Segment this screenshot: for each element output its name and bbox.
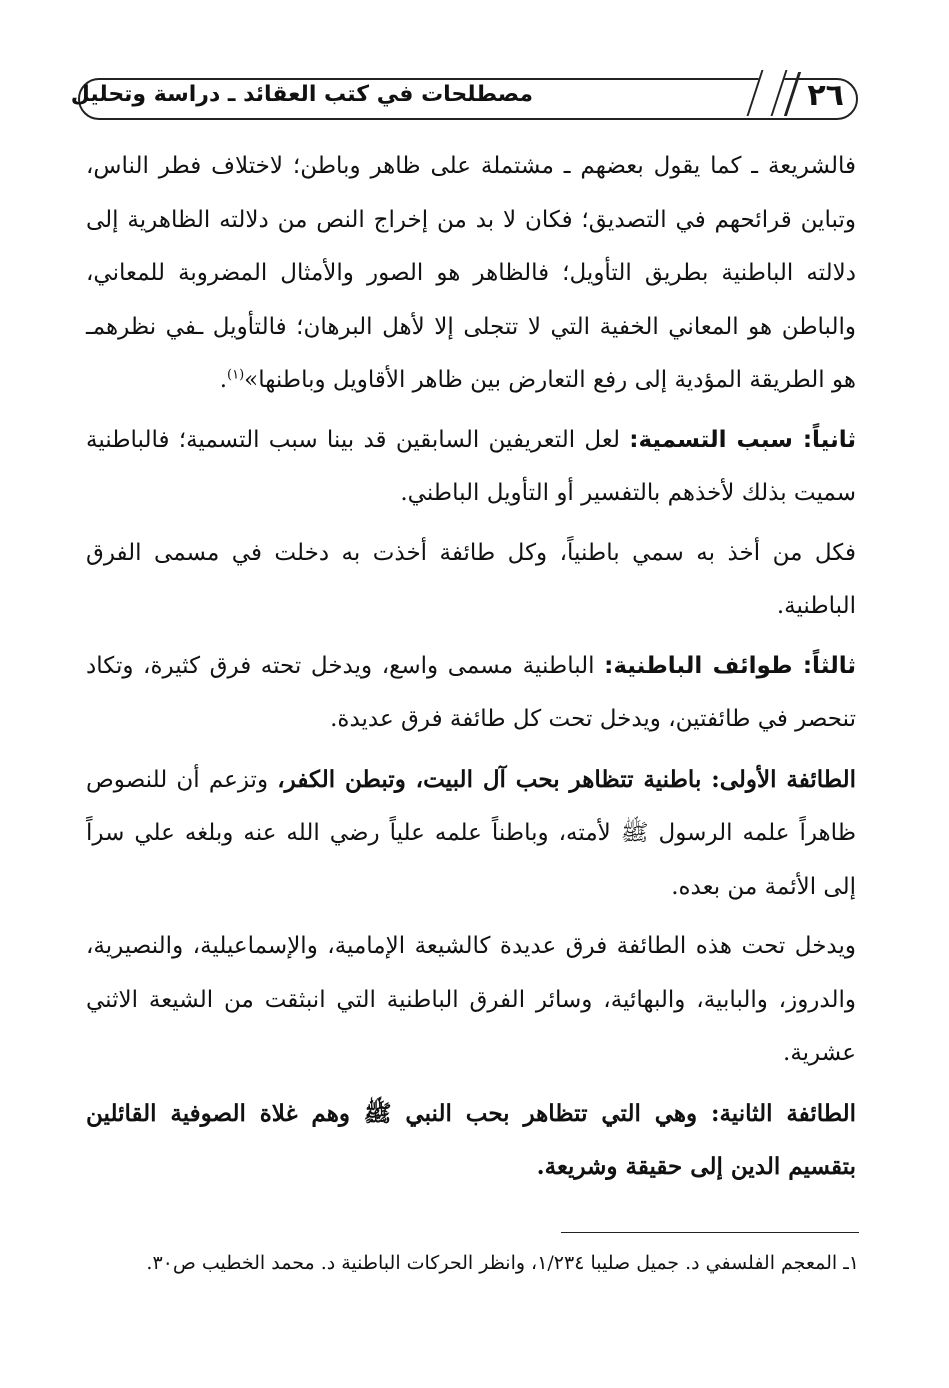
page-header	[70, 70, 858, 120]
paragraph-2	[86, 414, 856, 521]
footnote-separator	[561, 1232, 859, 1233]
page-number: ٢٦	[807, 78, 844, 113]
paragraph-7: الطائفة الثانية: وهي التي تتظاهر بحب النبي ﷺ وهم غلاة الصوفية القائلين بتقسيم الدين إلى حقيقة وشريعة.	[86, 1099, 856, 1180]
footnote-ref: (١)	[227, 367, 245, 383]
paragraph-4-text: الباطنية مسمى واسع، ويدخل تحته فرق كثيرة، وتكاد تنحصر في طائفتين، ويدخل تحت كل طائفة فرق عديدة.	[86, 652, 856, 732]
section-heading-sects: ثالثاً: طوائف الباطنية:	[604, 652, 856, 679]
first-sect-heading: الطائفة الأولى: باطنية تتظاهر بحب آل البيت، وتبطن الكفر،	[277, 765, 857, 793]
paragraph-1	[86, 140, 856, 408]
paragraph-2-text: لعل التعريفين السابقين قد بينا سبب التسمية؛ فالباطنية سميت بذلك لأخذهم بالتفسير أو التأويل الباطني.	[86, 426, 856, 506]
running-title: مصطلحات في كتب العقائد ـ دراسة وتحليل	[70, 82, 533, 107]
paragraph-4	[86, 640, 856, 747]
paragraph-5	[86, 753, 856, 915]
paragraph-5-text: وتزعم أن للنصوص ظاهراً علمه الرسول ﷺ لأمته، وباطناً علمه علياً رضي الله عنه وبلغه علي سراً إلى الأئمة من بعده.	[86, 766, 856, 900]
paragraph-1-end: .	[219, 367, 228, 393]
paragraph-6: ويدخل تحت هذه الطائفة فرق عديدة كالشيعة الإمامية، والإسماعيلية، والنصيرية، والدروز، والبابية، والبهائية، وسائر الفرق الباطنية التي انبثقت من الشيعة الاثني عشرية.	[86, 933, 856, 1066]
paragraph-1-text: فالشريعة ـ كما يقول بعضهم ـ مشتملة على ظاهر وباطن؛ لاختلاف فطر الناس، وتباين قرائحهم في التصديق؛ فكان لا بد من إخراج النص من دلالته الظاهرية إلى دلالته الباطنية بطريق التأويل؛ فالظاهر هو الصور والأمثال المضروبة للمعاني، والباطن هو المعاني الخفية التي لا تتجلى إلا لأهل البرهان؛ فالتأويل ـفي نظرهمـ هو الطريقة المؤدية إلى رفع التعارض بين ظاهر الأقاويل وباطنها»	[86, 153, 856, 393]
section-heading-naming: ثانياً: سبب التسمية:	[629, 426, 856, 453]
footnote: ١ـ المعجم الفلسفي د. جميل صليبا ١/٢٣٤، وانظر الحركات الباطنية د. محمد الخطيب ص٣٠.	[146, 1252, 859, 1274]
paragraph-3: فكل من أخذ به سمي باطنياً، وكل طائفة أخذت به دخلت في مسمى الفرق الباطنية.	[86, 539, 856, 619]
body-text	[86, 140, 856, 1194]
